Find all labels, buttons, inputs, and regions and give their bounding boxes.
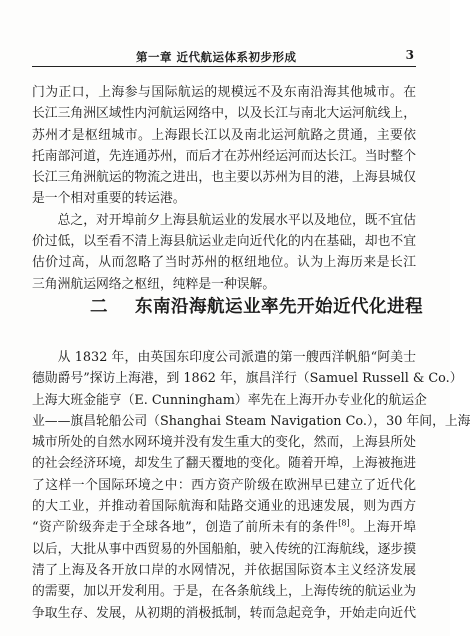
- text-line: 总之，对开埠前夕上海县航运业的发展水平以及地位，既不宜估: [57, 212, 416, 228]
- text-line: 争取生存、发展，从初期的消极抵制，转而急起竞争，开始走向近代: [32, 605, 416, 621]
- text-line: 业——旗昌轮船公司（Shanghai Steam Navigation Co.），30 年间，上海: [32, 413, 470, 429]
- text-line: 托南部河道，先连通苏州，而后才在苏州经运河而达长江。当时整个: [32, 148, 416, 164]
- text-line: 从 1832 年，由英国东印度公司派遣的第一艘西洋帆船“阿美士: [57, 350, 416, 365]
- text-line: 清了上海及各开放口岸的水网情况，并依据国际资本主义经济发展: [32, 562, 416, 578]
- text-line: 城市所处的自然水网环境并没有发生重大的变化，然而，上海县所处: [32, 435, 416, 451]
- body-text-block-1: [32, 82, 416, 295]
- chapter-title: 第一章 近代航运体系初步形成: [136, 50, 297, 64]
- text-line: 价过低，以至看不清上海县航运业走向近代化的内在基础，却也不宜: [32, 234, 416, 250]
- text-line: 长江三角洲航运的物流之进出，也主要以苏州为目的港，上海县城仅: [32, 170, 416, 186]
- text-line: 门为正口，上海参与国际航运的规模远不及东南沿海其他城市。在: [32, 85, 416, 100]
- page-number: 3: [405, 48, 414, 62]
- text-line: 德勋爵号”探访上海港，到 1862 年，旗昌洋行（Samuel Russell & Co.）: [32, 371, 463, 387]
- text-line: 以后，大批从事中西贸易的外国船舶，驶入传统的江海航线，逐步摸: [32, 541, 416, 557]
- body-text-block-2: [32, 347, 470, 624]
- text-line: 长江三角洲区域性内河航运网络中，以及长江与南北大运河航线上，: [32, 106, 416, 122]
- text-line: 估价过高，从而忽略了当时苏州的枢纽地位。认为上海历来是长江: [32, 255, 416, 271]
- text-line: 的社会经济环境，却发生了翻天覆地的变化。随着开埠，上海被拖进: [32, 456, 416, 472]
- text-line: 了这样一个国际环境之中：西方资产阶级在欧洲早已建立了近代化: [32, 477, 416, 493]
- text-line: 上海大班金能亨（E. Cunningham）率先在上海开办专业化的航运企: [32, 392, 427, 408]
- text-line: 是一个相对重要的转运港。: [32, 191, 186, 207]
- section-number: 二: [90, 297, 108, 317]
- text-line: 苏州才是枢纽城市。上海跟长江以及南北运河航路之贯通，主要依: [32, 127, 416, 143]
- text-line: “资产阶级奔走于全球各地”，创造了前所未有的条件[8]。上海开埠: [32, 519, 416, 536]
- footnote-reference[interactable]: [8]: [338, 519, 350, 529]
- text-line: 三角洲航运网络之枢纽，纯粹是一种误解。: [32, 276, 276, 292]
- running-head: [32, 46, 416, 67]
- text-line: 的大工业，并推动着国际航海和陆路交通业的迅速发展，则为西方: [32, 499, 416, 515]
- text-line: 的需要，加以开发利用。于是，在各条航线上，上海传统的航运业为: [32, 584, 416, 600]
- section-title: 东南沿海航运业率先开始近代化进程: [135, 297, 423, 317]
